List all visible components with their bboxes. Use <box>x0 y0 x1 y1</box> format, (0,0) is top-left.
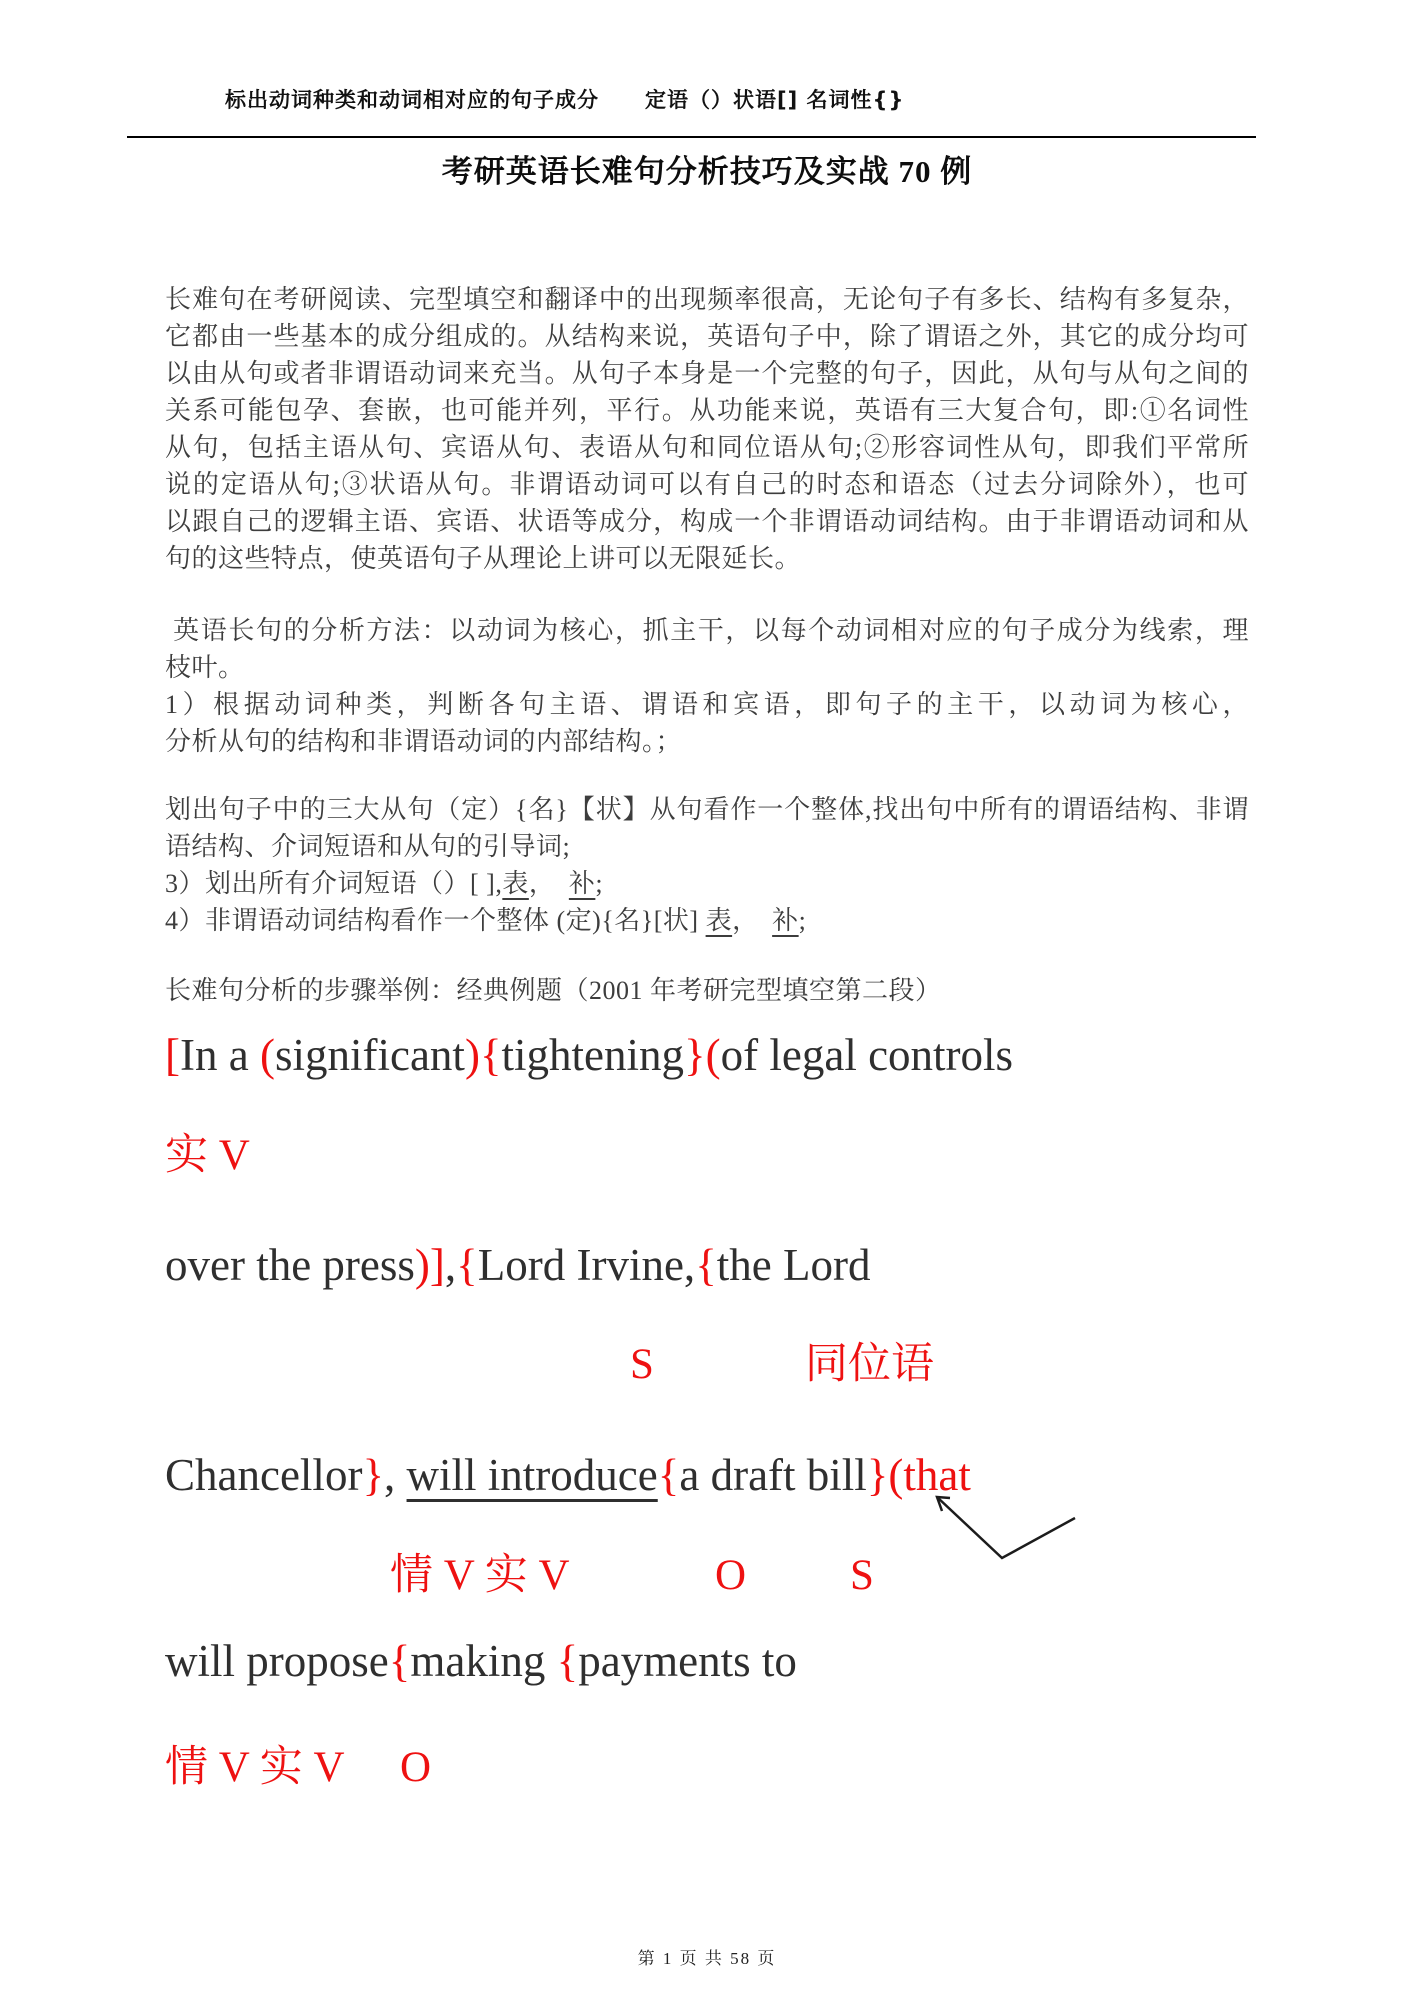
text-segment: ) <box>464 1030 480 1080</box>
text-segment: ; <box>798 906 807 935</box>
text-segment: making <box>410 1636 557 1686</box>
header-right-text: 定语（）状语[] 名词性{} <box>645 88 905 112</box>
text-segment: tightening <box>501 1030 685 1080</box>
text-segment: the Lord <box>716 1240 871 1290</box>
text-segment: will introduce <box>406 1450 658 1500</box>
paragraph-line: 它都由一些基本的成分组成的。从结构来说，英语句子中，除了谓语之外，其它的成分均可 <box>165 322 1249 351</box>
text-segment: ， <box>528 869 569 898</box>
example-intro <box>165 972 1249 1009</box>
text-segment: 补 <box>568 869 596 898</box>
paragraph-line: 英语长句的分析方法：以动词为核心，抓主干，以每个动词相对应的句子成分为线索，理 <box>165 616 1249 645</box>
paragraph-line: 1）根据动词种类，判断各句主语、谓语和宾语，即句子的主干，以动词为核心， <box>165 690 1249 719</box>
annotation-verb-labels: 情 V 实 V <box>390 1552 570 1599</box>
annotation-object-label: O <box>715 1552 747 1599</box>
text-segment: , <box>444 1240 457 1290</box>
paragraph-line: 从句，包括主语从句、宾语从句、表语从句和同位语从句;②形容词性从句，即我们平常所 <box>165 433 1249 462</box>
text-segment: ( <box>705 1030 721 1080</box>
text-segment: over the press <box>165 1240 415 1290</box>
paragraph-line: 长难句分析的步骤举例：经典例题（2001 年考研完型填空第二段） <box>165 976 942 1005</box>
steps-line <box>165 902 1249 939</box>
text-segment: of legal controls <box>720 1030 1014 1080</box>
text-segment: 4）非谓语动词结构看作一个整体 (定){名}[状] <box>165 906 706 935</box>
text-segment: 表 <box>705 906 733 935</box>
sentence-line-4 <box>165 1632 1325 1690</box>
paragraph-line: 说的定语从句;③状语从句。非谓语动词可以有自己的时态和语态（过去分词除外），也可 <box>165 470 1249 499</box>
text-segment: (that <box>888 1450 971 1500</box>
annotation-verb-labels: 情 V 实 V <box>165 1744 345 1791</box>
text-segment: } <box>866 1450 889 1500</box>
annotation-subject-label: S <box>850 1552 874 1599</box>
steps-line <box>165 865 1249 902</box>
text-segment: ( <box>259 1030 275 1080</box>
sentence-line-1 <box>165 1026 1325 1084</box>
annotation-verbs-object-subject <box>165 1548 1325 1610</box>
text-segment: 补 <box>772 906 799 935</box>
text-segment: } <box>362 1450 385 1500</box>
text-segment: 表 <box>502 869 529 898</box>
sentence-line-2 <box>165 1236 1325 1294</box>
annotation-subject-appositive <box>165 1337 1325 1399</box>
text-segment: { <box>456 1240 478 1290</box>
paragraph-line: 以由从句或者非谓语动词来充当。从句子本身是一个完整的句子，因此，从句与从句之间的 <box>165 359 1249 388</box>
text-segment: 3）划出所有介词短语（）[ ], <box>165 869 503 898</box>
text-segment: [ <box>165 1030 180 1080</box>
paragraph-line: 长难句在考研阅读、完型填空和翻译中的出现频率很高，无论句子有多长、结构有多复杂， <box>165 285 1249 314</box>
header-left-text: 标出动词种类和动词相对应的句子成分 <box>225 88 599 112</box>
page-number: 第 1 页 共 58 页 <box>637 1949 777 1968</box>
text-segment: ; <box>595 869 604 898</box>
text-segment: ， <box>732 906 773 935</box>
text-segment: a draft bill <box>679 1450 867 1500</box>
text-segment: , <box>384 1450 407 1500</box>
annotation-verbs-object <box>165 1740 1325 1802</box>
steps-line: 划出句子中的三大从句（定）{名}【状】从句看作一个整体,找出句中所有的谓语结构、非谓 <box>165 795 1249 824</box>
steps-list <box>165 791 1249 939</box>
annotation-object-label: O <box>400 1744 432 1791</box>
paragraph-line: 句的这些特点，使英语句子从理论上讲可以无限延长。 <box>165 544 802 573</box>
steps-line: 语结构、介词短语和从句的引导词; <box>165 832 571 861</box>
text-segment: will propose <box>165 1636 389 1686</box>
paragraph-line: 枝叶。 <box>165 653 245 682</box>
page-title: 考研英语长难句分析技巧及实战 70 例 <box>441 154 973 189</box>
text-segment: In a <box>180 1030 260 1080</box>
text-segment: payments to <box>578 1636 797 1686</box>
intro-paragraph <box>165 281 1249 577</box>
paragraph-line: 以跟自己的逻辑主语、宾语、状语等成分，构成一个非谓语动词结构。由于非谓语动词和从 <box>165 507 1249 536</box>
annotation-subject-label: S <box>630 1341 654 1388</box>
text-segment: { <box>556 1636 579 1686</box>
header-rule <box>127 136 1256 138</box>
paragraph-line: 分析从句的结构和非谓语动词的内部结构。； <box>165 727 683 756</box>
method-paragraph <box>165 612 1249 760</box>
text-segment: { <box>479 1030 502 1080</box>
text-segment: } <box>684 1030 706 1080</box>
paragraph-line: 关系可能包孕、套嵌，也可能并列，平行。从功能来说，英语有三大复合句，即:①名词性 <box>165 396 1249 425</box>
text-segment: significant <box>274 1030 465 1080</box>
text-segment: { <box>388 1636 411 1686</box>
text-segment: Chancellor <box>165 1450 363 1500</box>
text-segment: { <box>657 1450 680 1500</box>
text-segment: Lord Irvine, <box>477 1240 696 1290</box>
annotation-appositive-label: 同位语 <box>805 1341 934 1388</box>
text-segment: )] <box>414 1240 445 1290</box>
text-segment: { <box>695 1240 717 1290</box>
annotation-shi-v: 实 V <box>165 1132 250 1179</box>
sentence-line-3 <box>165 1446 1325 1504</box>
